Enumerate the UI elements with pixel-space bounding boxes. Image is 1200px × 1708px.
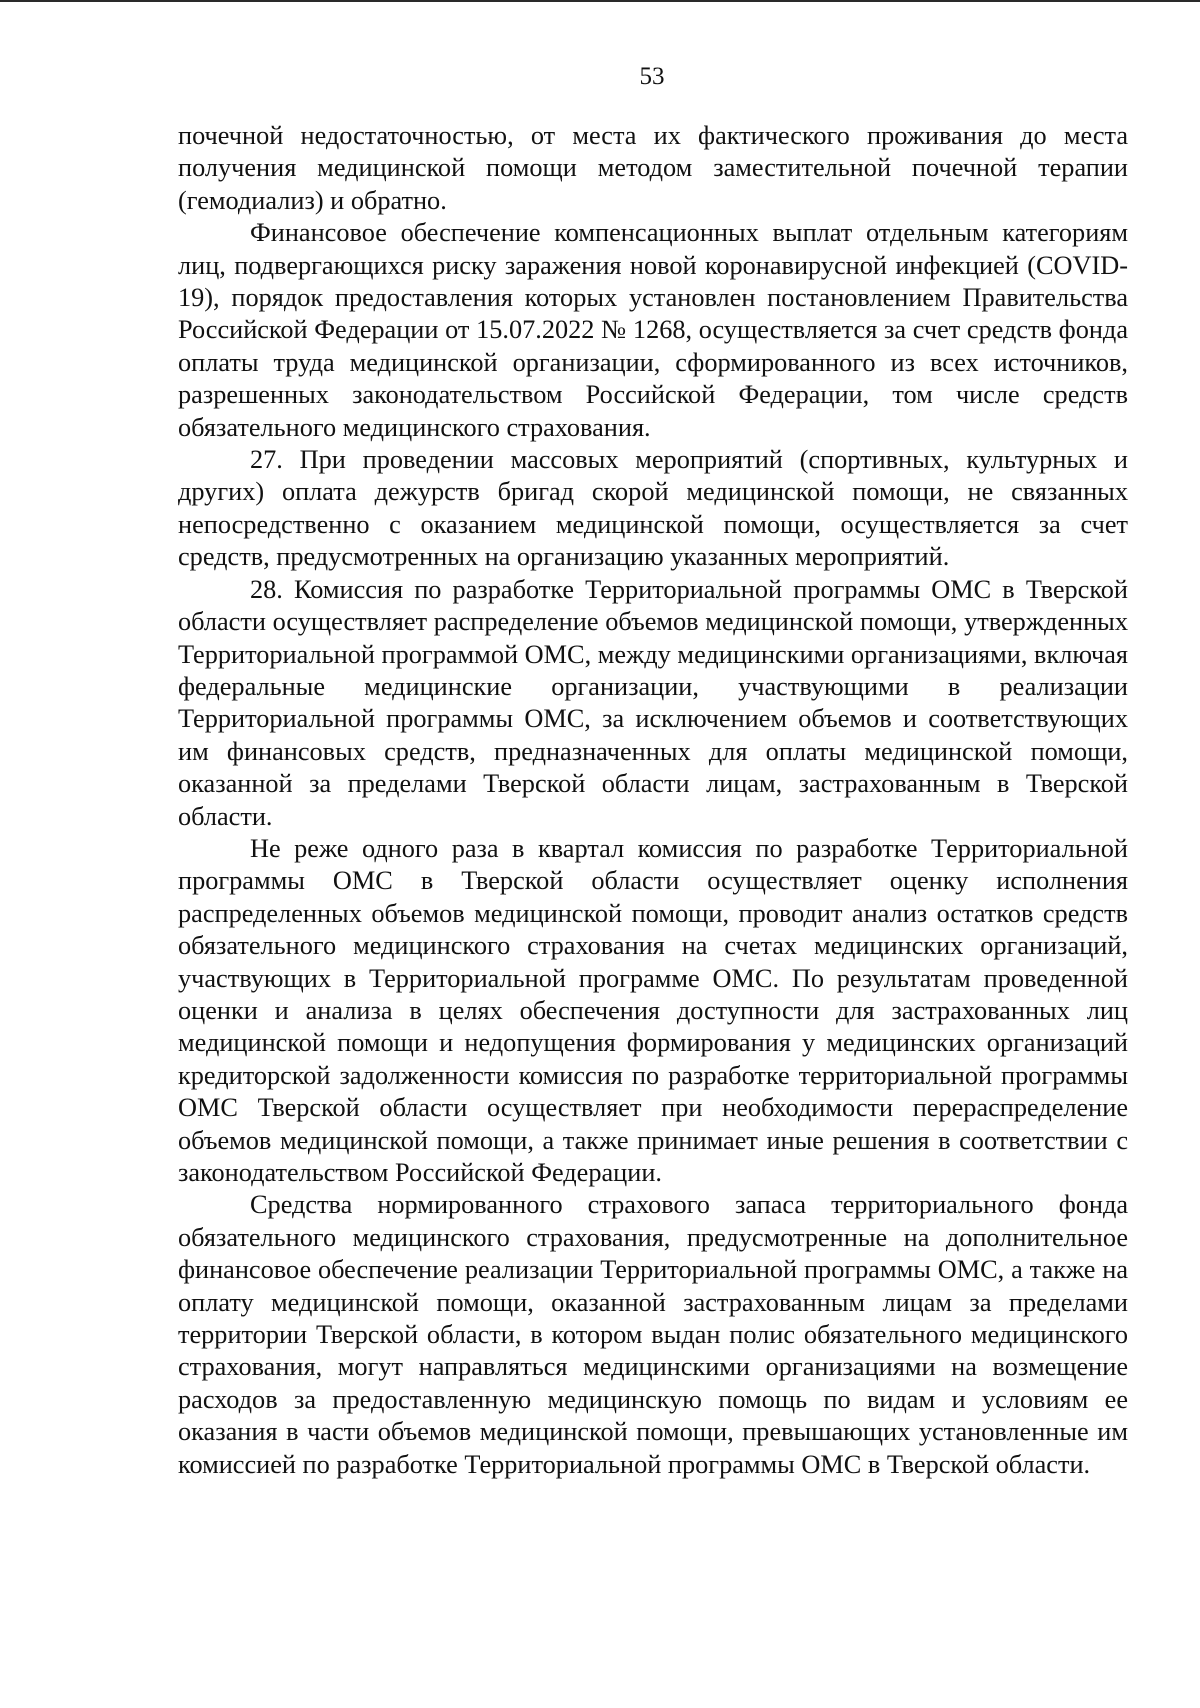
document-body	[178, 120, 1128, 1481]
paragraph-1: почечной недостаточностью, от места их фактического проживания до места получения медицинской помощи методом заместительной почечной терапии (гемодиализ) и обратно.	[178, 121, 1128, 215]
paragraph-2: Финансовое обеспечение компенсационных выплат отдельным категориям лиц, подвергающихся риску заражения новой коронавирусной инфекцией (COVID-19), порядок предоставления которых установлен постановлением Правительства Российской Федерации от 15.07.2022 № 1268, осуществляется за счет средств фонда оплаты труда медицинской организации, сформированного из всех источников, разрешенных законодательством Российской Федерации, том числе средств обязательного медицинского страхования.	[178, 218, 1128, 442]
paragraph-4: 28. Комиссия по разработке Территориальной программы ОМС в Тверской области осуществляет распределение объемов медицинской помощи, утвержденных Территориальной программой ОМС, между медицинскими организациями, включая федеральные медицинские организации, участвующими в реализации Территориальной программы ОМС, за исключением объемов и соответствующих им финансовых средств, предназначенных для оплаты медицинской помощи, оказанной за пределами Тверской области лицам, застрахованным в Тверской области.	[178, 574, 1128, 831]
paragraph-3: 27. При проведении массовых мероприятий (спортивных, культурных и других) оплата дежурств бригад скорой медицинской помощи, не связанных непосредственно с оказанием медицинской помощи, осуществляется за счет средств, предусмотренных на организацию указанных мероприятий.	[178, 445, 1128, 572]
scan-top-edge	[0, 0, 1200, 2]
paragraph-5: Не реже одного раза в квартал комиссия по разработке Территориальной программы ОМС в Тверской области осуществляет оценку исполнения распределенных объемов медицинской помощи, проводит анализ остатков средств обязательного медицинского страхования на счетах медицинских организаций, участвующих в Территориальной программе ОМС. По результатам проведенной оценки и анализа в целях обеспечения доступности для застрахованных лиц медицинской помощи и недопущения формирования у медицинских организаций кредиторской задолженности комиссия по разработке территориальной программы ОМС Тверской области осуществляет при необходимости перераспределение объемов медицинской помощи, а также принимает иные решения в соответствии с законодательством Российской Федерации.	[178, 833, 1128, 1187]
page-number: 53	[639, 63, 665, 90]
paragraph-6: Средства нормированного страхового запаса территориального фонда обязательного медицинского страхования, предусмотренные на дополнительное финансовое обеспечение реализации Территориальной программы ОМС, а также на оплату медицинской помощи, оказанной застрахованным лицам за пределами территории Тверской области, в котором выдан полис обязательного медицинского страхования, могут направляться медицинскими организациями на возмещение расходов за предоставленную медицинскую помощь по видам и условиям ее оказания в части объемов медицинской помощи, превышающих установленные им комиссией по разработке Территориальной программы ОМС в Тверской области.	[178, 1190, 1128, 1479]
